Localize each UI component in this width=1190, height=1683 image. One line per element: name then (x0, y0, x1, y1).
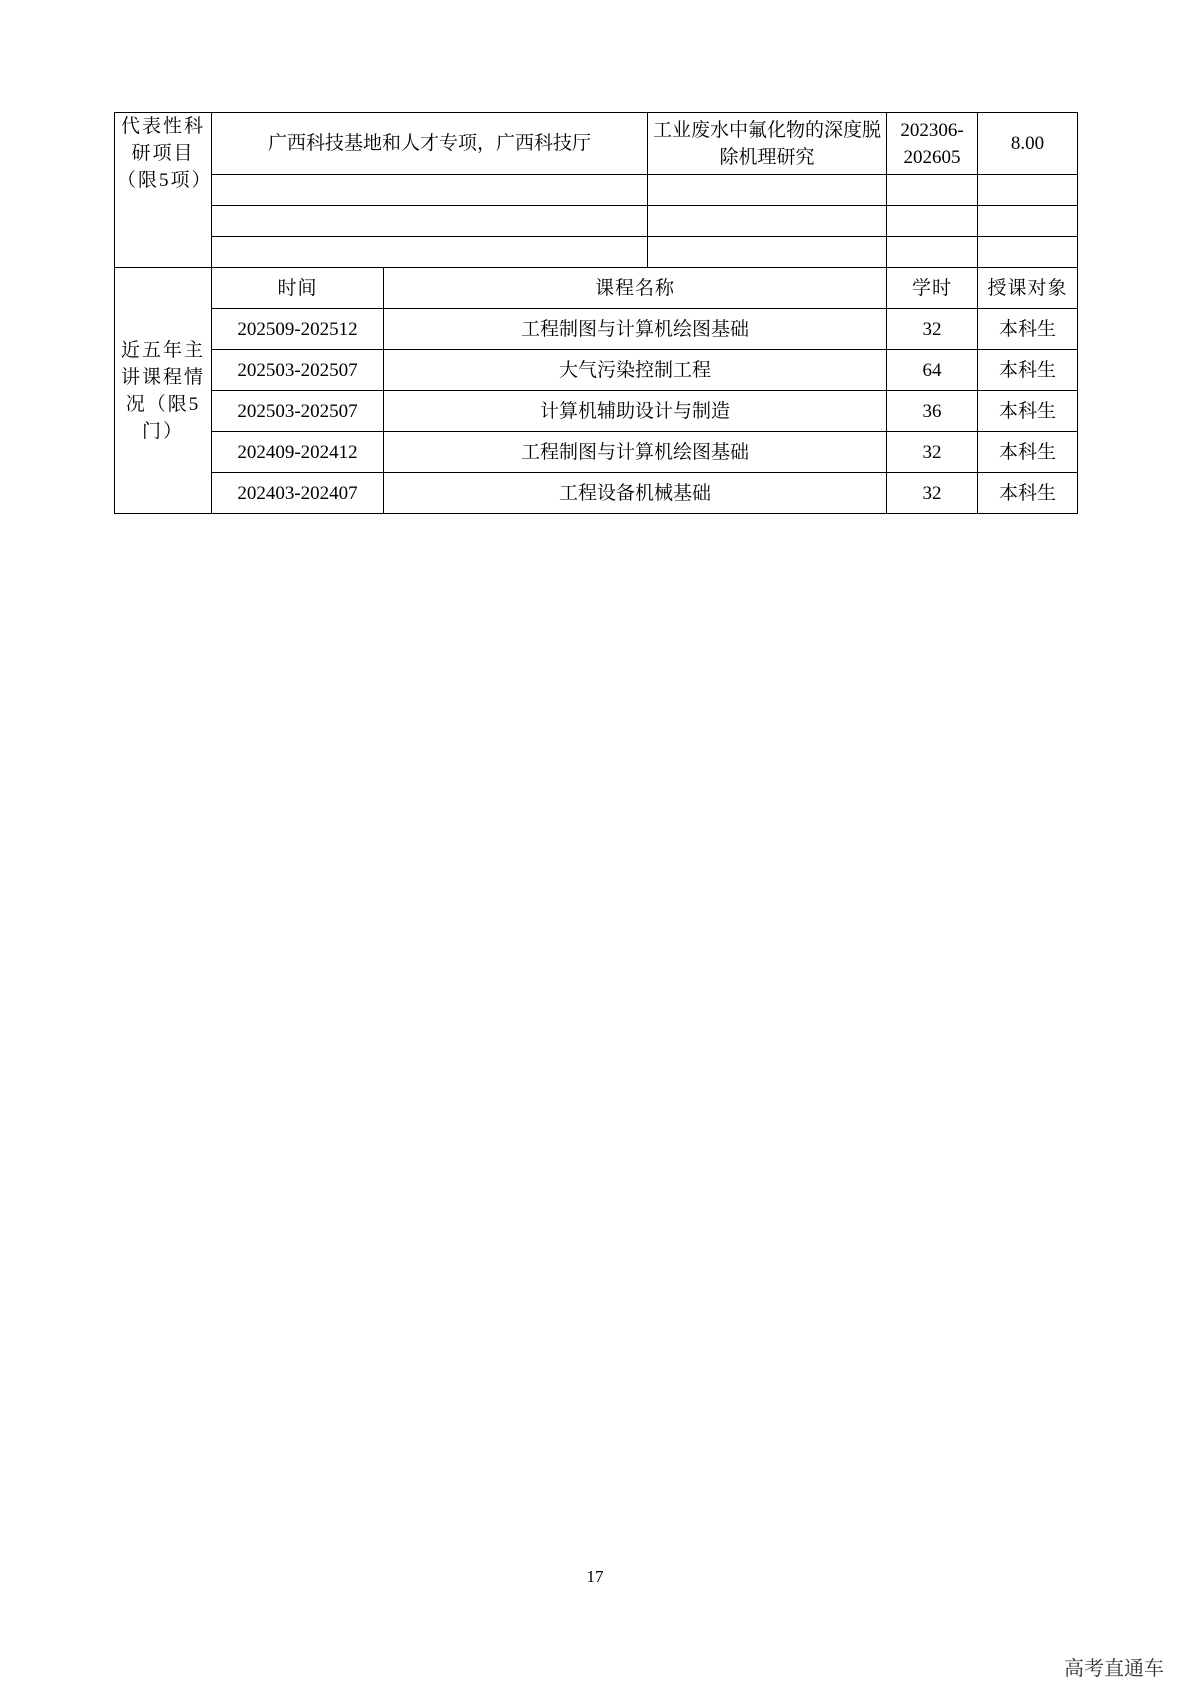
course-name-header: 课程名称 (384, 268, 887, 309)
course-row (115, 432, 1078, 473)
project-period (887, 206, 978, 237)
project-source (212, 206, 648, 237)
project-source (212, 237, 648, 268)
project-source: 广西科技基地和人才专项，广西科技厅 (212, 113, 648, 175)
project-title (648, 237, 887, 268)
course-row (115, 473, 1078, 514)
course-row (115, 309, 1078, 350)
course-name: 工程制图与计算机绘图基础 (384, 309, 887, 350)
course-name: 工程设备机械基础 (384, 473, 887, 514)
course-time: 202503-202507 (212, 350, 384, 391)
course-hours: 32 (887, 473, 978, 514)
course-row (115, 350, 1078, 391)
project-row (115, 237, 1078, 268)
project-title: 工业废水中氟化物的深度脱除机理研究 (648, 113, 887, 175)
project-funding (978, 175, 1078, 206)
course-hours-header: 学时 (887, 268, 978, 309)
course-time: 202409-202412 (212, 432, 384, 473)
project-period: 202306-202605 (887, 113, 978, 175)
course-name: 工程制图与计算机绘图基础 (384, 432, 887, 473)
watermark: 高考直通车 (1064, 1656, 1164, 1680)
course-audience-header: 授课对象 (978, 268, 1078, 309)
course-time: 202509-202512 (212, 309, 384, 350)
project-source (212, 175, 648, 206)
course-audience: 本科生 (978, 391, 1078, 432)
course-time-header: 时间 (212, 268, 384, 309)
course-hours: 36 (887, 391, 978, 432)
project-row (115, 113, 1078, 175)
project-title (648, 175, 887, 206)
course-hours: 32 (887, 309, 978, 350)
project-funding (978, 206, 1078, 237)
page-number: 17 (586, 1567, 604, 1586)
course-audience: 本科生 (978, 432, 1078, 473)
course-header-row (115, 268, 1078, 309)
projects-section-label: 代表性科研项目（限5项） (115, 113, 212, 268)
course-time: 202403-202407 (212, 473, 384, 514)
course-hours: 64 (887, 350, 978, 391)
project-title (648, 206, 887, 237)
course-audience: 本科生 (978, 309, 1078, 350)
project-row (115, 175, 1078, 206)
course-audience: 本科生 (978, 350, 1078, 391)
project-row (115, 206, 1078, 237)
course-hours: 32 (887, 432, 978, 473)
project-funding: 8.00 (978, 113, 1078, 175)
course-name: 计算机辅助设计与制造 (384, 391, 887, 432)
project-funding (978, 237, 1078, 268)
course-row (115, 391, 1078, 432)
project-period (887, 175, 978, 206)
courses-section-label: 近五年主讲课程情况（限5门） (115, 268, 212, 514)
info-table (114, 112, 1078, 514)
course-name: 大气污染控制工程 (384, 350, 887, 391)
course-audience: 本科生 (978, 473, 1078, 514)
project-period (887, 237, 978, 268)
course-time: 202503-202507 (212, 391, 384, 432)
